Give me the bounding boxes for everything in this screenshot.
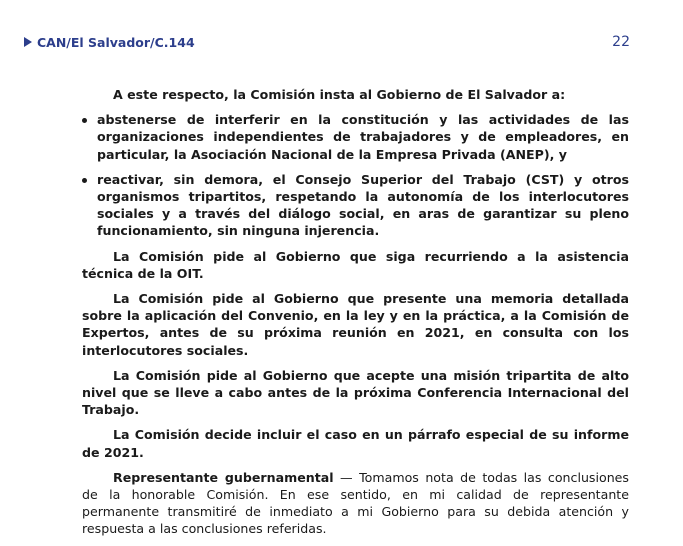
speaker-name: Representante gubernamental — [113, 469, 334, 485]
bullet-dot-icon — [82, 178, 87, 183]
document-body — [82, 86, 629, 546]
page-number: 22 — [612, 34, 630, 50]
conclusion-paragraph: La Comisión pide al Gobierno que siga recurriendo a la asistencia técnica de la OIT. — [82, 248, 629, 281]
bullet-list — [82, 111, 629, 239]
document-code — [24, 35, 195, 50]
document-code-text: CAN/El Salvador/C.144 — [37, 34, 195, 50]
triangle-right-icon — [24, 37, 32, 47]
conclusion-paragraph: La Comisión pide al Gobierno que presente una memoria detallada sobre la aplicación del Convenio, en la ley y en la práctica, a la Comisión de Expertos, antes de su próxima reunión en 2021, en consulta con los interlocutores sociales. — [82, 291, 629, 358]
list-item-text: reactivar, sin demora, el Consejo Superior del Trabajo (CST) y otros organismos tripartitos, respetando la autonomía de los interlocutores sociales y a través del diálogo social, en aras de garantizar su pleno funcionamiento, sin ninguna injerencia. — [97, 171, 629, 239]
statement-text: — Tomamos nota de todas las conclusiones de la honorable Comisión. En ese sentido, en mi calidad de representante permanente transmitiré de inmediato a mi Gobierno para su debida atención y respuesta a las conclusiones referidas. — [82, 469, 629, 537]
conclusion-paragraph: La Comisión pide al Gobierno que acepte una misión tripartita de alto nivel que se lleve a cabo antes de la próxima Conferencia Internacional del Trabajo. — [82, 367, 629, 418]
list-item — [82, 111, 629, 163]
page-header — [24, 32, 630, 52]
list-item — [82, 171, 629, 240]
list-item-text: abstenerse de interferir en la constitución y las actividades de las organizaciones independientes de trabajadores y de empleadores, en particular, la Asociación Nacional de la Empresa Privada (ANEP), y — [97, 112, 629, 162]
government-statement — [82, 469, 629, 538]
intro-paragraph: A este respecto, la Comisión insta al Gobierno de El Salvador a: — [113, 87, 566, 102]
bullet-dot-icon — [82, 118, 87, 123]
conclusion-paragraph: La Comisión decide incluir el caso en un párrafo especial de su informe de 2021. — [82, 427, 629, 460]
